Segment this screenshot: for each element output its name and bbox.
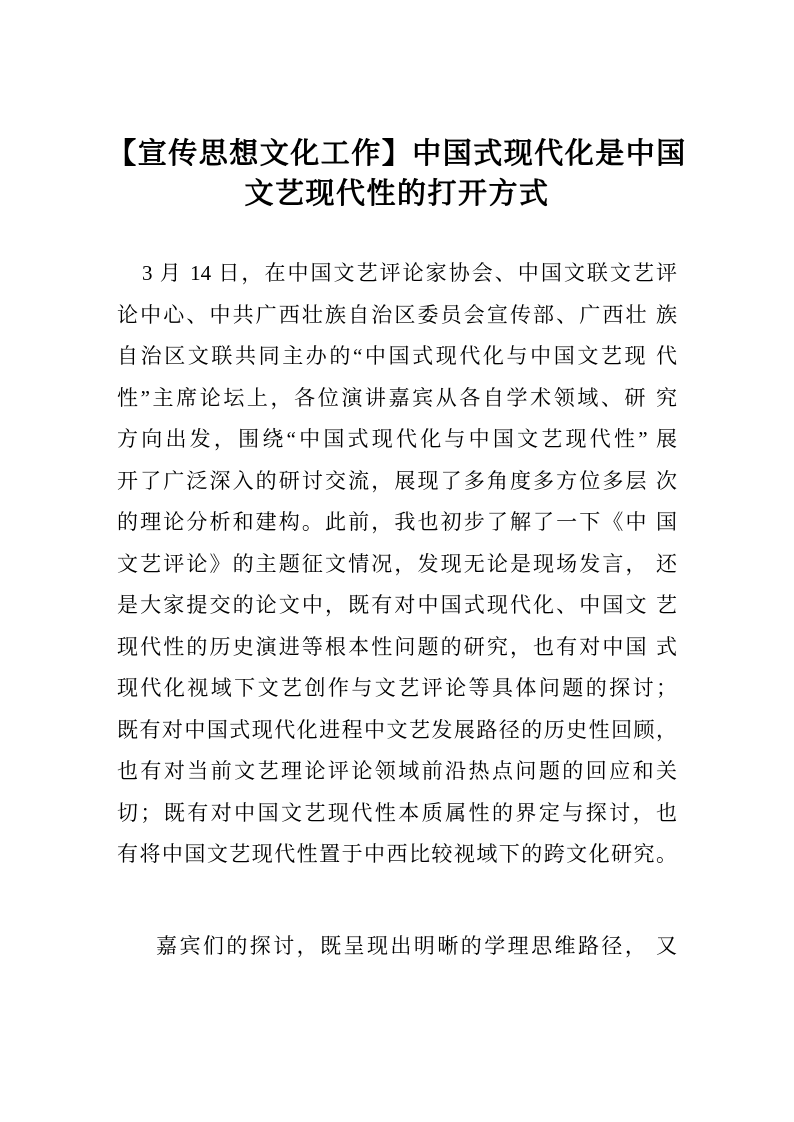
- text-line: 是大家提交的论文中，既有对中国式现代化、中国文 艺: [117, 593, 677, 617]
- document-title: [0, 134, 794, 214]
- title-line: 文艺现代性的打开方式: [244, 178, 550, 210]
- text-line: 论中心、中共广西壮族自治区委员会宣传部、广西壮 族: [117, 302, 677, 327]
- text-line: 文艺评论》的主题征文情况，发现无论是现场发言， 还: [117, 551, 677, 576]
- paragraph: [117, 253, 677, 876]
- text-line: 3 月 14 日，在中国文艺评论家协会、中国文联文艺评: [142, 261, 677, 285]
- text-line: 嘉宾们的探讨，既呈现出明晰的学理思维路径， 又: [156, 933, 677, 958]
- text-line: 方向出发，围绕“中国式现代化与中国文艺现代性” 展: [117, 427, 677, 451]
- paragraph: [117, 926, 677, 968]
- text-line: 有将中国文艺现代性置于中西比较视域下的跨文化研究。: [117, 842, 677, 866]
- text-line: 的理论分析和建构。此前，我也初步了解了一下《中 国: [117, 510, 677, 534]
- text-line: 现代化视域下文艺创作与文艺评论等具体问题的探讨；: [117, 676, 677, 700]
- title-line: 【宣传思想文化工作】中国式现代化是中国: [107, 138, 687, 170]
- text-line: 既有对中国式现代化进程中文艺发展路径的历史性回顾，: [117, 717, 677, 742]
- text-line: 性”主席论坛上，各位演讲嘉宾从各自学术领域、研 究: [117, 385, 677, 410]
- text-line: 开了广泛深入的研讨交流，展现了多角度多方位多层 次: [117, 468, 677, 493]
- document-body: [117, 253, 677, 967]
- text-line: 自治区文联共同主办的“中国式现代化与中国文艺现 代: [117, 344, 677, 368]
- text-line: 切；既有对中国文艺现代性本质属性的界定与探讨，也: [117, 800, 677, 825]
- text-line: 也有对当前文艺理论评论领域前沿热点问题的回应和关: [117, 759, 677, 783]
- text-line: 现代性的历史演进等根本性问题的研究，也有对中国 式: [117, 634, 677, 659]
